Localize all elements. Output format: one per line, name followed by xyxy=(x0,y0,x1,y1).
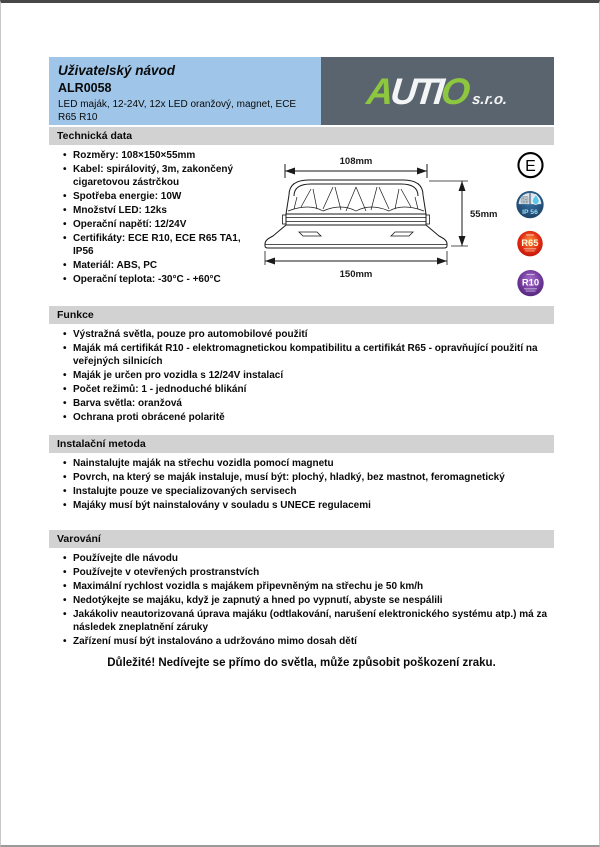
bullet-item: • Spotřeba energie: 10W xyxy=(62,190,261,203)
bullet-item: • Certifikáty: ECE R10, ECE R65 TA1, IP56 xyxy=(62,232,261,258)
certification-badges xyxy=(506,145,554,297)
important-warning-note: Důležité! Nedívejte se přímo do světla, může způsobit poškození zraku. xyxy=(107,657,496,669)
logo-letter-o: O xyxy=(439,70,470,112)
bullet-item: • Jakákoliv neautorizovaná úprava majáku (odtlakování, narušení elektronického systému atp.) má za následek zneplatnění záruky xyxy=(62,608,554,634)
dimension-label-top-width: 108mm xyxy=(339,156,373,167)
logo-suffix: s.r.o. xyxy=(471,90,509,108)
e-mark-badge xyxy=(516,151,545,179)
bullet-item: • Používejte v otevřených prostranstvích xyxy=(62,566,554,579)
e-mark-label: E xyxy=(524,157,536,175)
bullet-item: • Používejte dle návodu xyxy=(62,552,554,565)
bullet-item: • Výstražná světla, pouze pro automobilové použití xyxy=(62,328,554,341)
ip56-label: IP 56 xyxy=(522,209,538,217)
document-header xyxy=(49,57,554,125)
bullet-item: • Ochrana proti obrácené polaritě xyxy=(62,411,554,424)
section-header-functions: Funkce xyxy=(49,306,554,324)
installation-list xyxy=(49,457,554,512)
product-code: ALR0058 xyxy=(58,81,112,96)
r10-label: R10 xyxy=(521,276,539,288)
technical-data-list xyxy=(49,149,261,297)
dust-protection-icon xyxy=(521,197,528,204)
bullet-item: • Maják má certifikát R10 - elektromagnetickou kompatibilitu a certifikát R65 - opravňující použití na veřejných silnicích xyxy=(62,342,554,368)
logo-letter-a: A xyxy=(364,70,393,112)
company-logo xyxy=(321,57,554,125)
bullet-item: • Operační teplota: -30°C - +60°C xyxy=(62,273,261,286)
r65-badge xyxy=(516,230,544,257)
bullet-item: • Zařízení musí být instalováno a udržováno mimo dosah dětí xyxy=(62,635,554,648)
product-technical-drawing xyxy=(261,145,506,297)
bullet-item: • Rozměry: 108×150×55mm xyxy=(62,149,261,162)
r65-label: R65 xyxy=(521,238,539,249)
bullet-item: • Operační napětí: 12/24V xyxy=(62,218,261,231)
bullet-item: • Nedotýkejte se majáku, když je zapnutý a hned po vypnutí, abyste se nespálili xyxy=(62,594,554,607)
section-header-technical-data: Technická data xyxy=(49,127,554,145)
bullet-item: • Majáky musí být nainstalovány v souladu s UNECE regulacemi xyxy=(62,499,554,512)
dimension-label-height: 55mm xyxy=(470,209,498,220)
logo-text xyxy=(364,70,510,112)
r10-badge xyxy=(516,269,545,297)
bullet-item: • Barva světla: oranžová xyxy=(62,397,554,410)
bullet-item: • Počet režimů: 1 - jednoduché blikání xyxy=(62,383,554,396)
bullet-item: • Povrch, na který se maják instaluje, musí být: plochý, hladký, bez mastnot, feromagnetický xyxy=(62,471,554,484)
ip56-badge xyxy=(515,190,545,219)
title-block xyxy=(49,57,321,125)
bullet-item: • Kabel: spirálovitý, 3m, zakončený cigaretovou zástrčkou xyxy=(62,163,261,189)
bullet-item: • Instalujte pouze ve specializovaných servisech xyxy=(62,485,554,498)
functions-list xyxy=(49,328,554,424)
beacon-drawing-svg xyxy=(261,153,506,293)
section-header-installation: Instalační metoda xyxy=(49,435,554,453)
page-content xyxy=(49,57,554,669)
product-description: LED maják, 12-24V, 12x LED oranžový, magnet, ECE R65 R10 xyxy=(58,98,297,123)
bullet-item: • Množství LED: 12ks xyxy=(62,204,261,217)
bullet-item: • Nainstalujte maják na střechu vozidla pomocí magnetu xyxy=(62,457,554,470)
technical-data-row xyxy=(49,145,554,297)
section-header-warnings: Varování xyxy=(49,530,554,548)
bullet-item: • Maják je určen pro vozidla s 12/24V instalací xyxy=(62,369,554,382)
document-type: Uživatelský návod xyxy=(58,63,176,78)
bullet-item: • Maximální rychlost vozidla s majákem připevněným na střechu je 50 km/h xyxy=(62,580,554,593)
dimension-label-bottom-width: 150mm xyxy=(339,269,373,280)
warnings-list xyxy=(49,552,554,648)
bullet-item: • Materiál: ABS, PC xyxy=(62,259,261,272)
logo-letters-uti: UTI xyxy=(388,70,444,112)
